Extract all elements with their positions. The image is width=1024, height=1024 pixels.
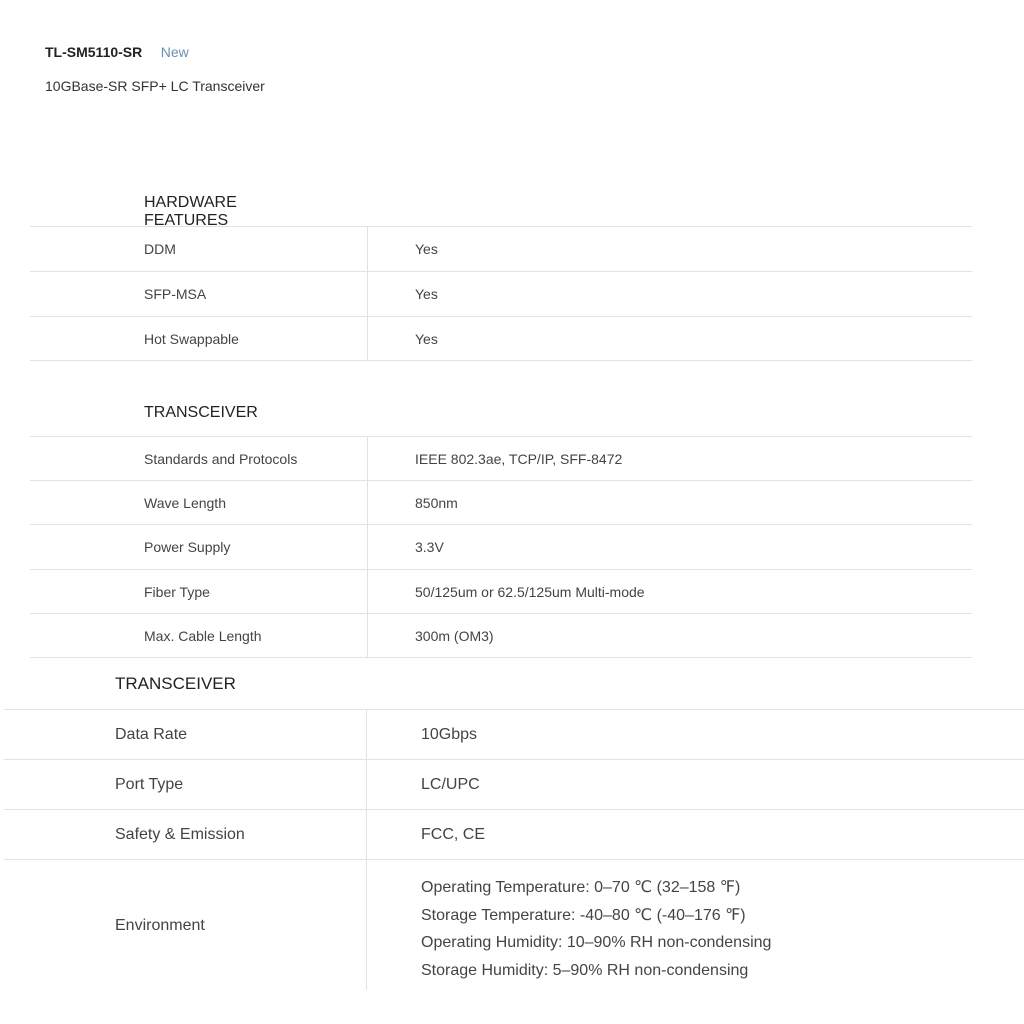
- column-divider: [367, 272, 368, 316]
- spec-row-hot-swappable: [30, 316, 972, 361]
- env-line: Operating Humidity: 10–90% RH non-condensing: [421, 934, 772, 951]
- spec-label: Hot Swappable: [144, 331, 239, 347]
- spec-row-wave-length: [30, 480, 972, 525]
- column-divider: [367, 437, 368, 481]
- spec-label: Standards and Protocols: [144, 451, 298, 467]
- spec-label: DDM: [144, 241, 176, 257]
- spec-value: FCC, CE: [421, 826, 485, 843]
- spec-label: Max. Cable Length: [144, 628, 262, 644]
- env-line: Operating Temperature: 0–70 ℃ (32–158 ℉): [421, 879, 741, 896]
- spec-label: Power Supply: [144, 539, 231, 555]
- spec-value: IEEE 802.3ae, TCP/IP, SFF-8472: [415, 451, 623, 467]
- spec-label: Fiber Type: [144, 584, 210, 600]
- section-title: TRANSCEIVER: [115, 674, 236, 693]
- column-divider: [367, 614, 368, 658]
- spec-value: LC/UPC: [421, 776, 480, 793]
- env-line: Storage Temperature: -40–80 ℃ (-40–176 ℉): [421, 906, 746, 924]
- spec-value: Yes: [415, 241, 438, 257]
- env-line: Storage Humidity: 5–90% RH non-condensing: [421, 961, 749, 979]
- spec-row-data-rate: [4, 709, 1024, 760]
- spec-row-power-supply: [30, 524, 972, 569]
- spec-value: 10Gbps: [421, 726, 478, 743]
- spec-row-fiber-type: [30, 569, 972, 614]
- spec-label: SFP-MSA: [144, 286, 207, 302]
- section-bottom-rule: [30, 360, 972, 361]
- column-divider: [367, 481, 368, 525]
- spec-row-ddm: [30, 226, 972, 271]
- spec-row-standards: [30, 436, 972, 481]
- column-divider: [366, 710, 367, 760]
- spec-value: 50/125um or 62.5/125um Multi-mode: [415, 584, 645, 600]
- spec-row-port-type: [4, 759, 1024, 810]
- product-header: [45, 44, 189, 62]
- column-divider: [366, 810, 367, 860]
- spec-value: 3.3V: [415, 539, 444, 555]
- spec-label: Safety & Emission: [115, 826, 245, 843]
- spec-label: Port Type: [115, 776, 184, 793]
- product-model: TL-SM5110-SR: [45, 44, 143, 60]
- column-divider: [366, 860, 367, 990]
- spec-value: 850nm: [415, 495, 458, 511]
- column-divider: [367, 570, 368, 614]
- column-divider: [366, 760, 367, 810]
- spec-row-sfp-msa: [30, 271, 972, 316]
- spec-row-max-cable-length: [30, 613, 972, 658]
- spec-label: Environment: [115, 917, 205, 934]
- section-title: HARDWARE FEATURES: [144, 194, 237, 229]
- column-divider: [367, 317, 368, 361]
- column-divider: [367, 525, 368, 569]
- spec-value: Yes: [415, 331, 438, 347]
- spec-label: Wave Length: [144, 495, 226, 511]
- spec-row-safety-emission: [4, 809, 1024, 860]
- spec-label: Data Rate: [115, 726, 188, 743]
- product-subtitle: 10GBase-SR SFP+ LC Transceiver: [45, 78, 265, 94]
- section-bottom-rule: [30, 657, 972, 658]
- environment-values: [421, 874, 771, 984]
- spec-value: Yes: [415, 286, 438, 302]
- section-title: TRANSCEIVER: [144, 404, 258, 421]
- spec-value: 300m (OM3): [415, 628, 494, 644]
- new-badge: New: [160, 44, 189, 60]
- spec-row-environment: [4, 859, 1024, 990]
- column-divider: [367, 227, 368, 271]
